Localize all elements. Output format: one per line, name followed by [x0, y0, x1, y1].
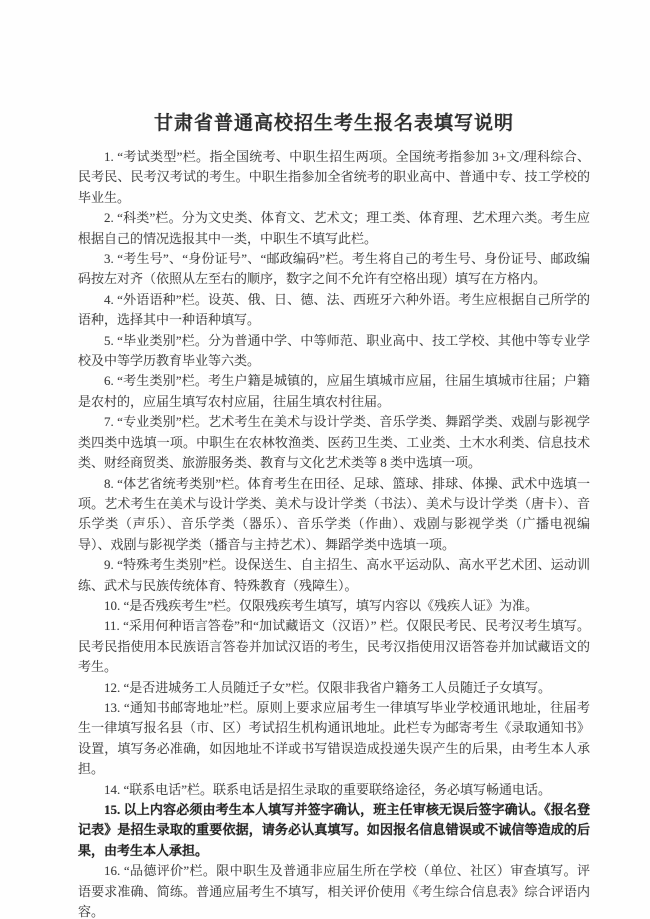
instruction-item-16: 16. “品德评价”栏。限中职生及普通非应届生所在学校（单位、社区）审查填写。评语要求准确、简练。普通应届考生不填写，相关评价使用《考生综合信息表》综合评语内容。 — [78, 863, 590, 919]
instruction-item-7: 7. “专业类别”栏。艺术考生在美术与设计学类、音乐学类、舞蹈学类、戏剧与影视学类四类中选填一项。中职生在农林牧渔类、医药卫生类、工业类、土木水利类、信息技术类、财经商贸类、旅游服务类、教育与文化艺术类等 8 类中选填一项。 — [78, 414, 590, 471]
instruction-item-1: 1. “考试类型”栏。指全国统考、中职生招生两项。全国统考指参加 3+文/理科综合、民考民、民考汉考试的考生。中职生指参加全省统考的职业高中、普通中专、技工学校的毕业生。 — [78, 149, 590, 205]
document-content — [78, 112, 590, 919]
instruction-item-8: 8. “体艺省统考类别”栏。体育考生在田径、足球、篮球、排球、体操、武术中选填一项。艺术考生在美术与设计学类、美术与设计学类（书法）、美术与设计学类（唐卡）、音乐学类（声乐）、音乐学类（器乐）、音乐学类（作曲）、戏剧与影视学类（广播电视编导）、戏剧与影视学类（播音与主持艺术）、舞蹈学类中选填一项。 — [78, 475, 590, 552]
instruction-item-15: 15. 以上内容必须由考生本人填写并签字确认，班主任审核无误后签字确认。《报名登记表》是招生录取的重要依据，请务必认真填写。如因报名信息错误或不诚信等造成的后果，由考生本人承担。 — [78, 802, 590, 858]
instruction-item-13: 13. “通知书邮寄地址”栏。原则上要求应届考生一律填写毕业学校通讯地址，往届考生一律填写报名县（市、区）考试招生机构通讯地址。此栏专为邮寄考生《录取通知书》设置，填写务必准确，如因地址不详或书写错误造成投递失误产生的后果，由考生本人承担。 — [78, 699, 590, 777]
instruction-item-12: 12. “是否进城务工人员随迁子女”栏。仅限非我省户籍务工人员随迁子女填写。 — [104, 679, 552, 695]
instruction-item-2: 2. “科类”栏。分为文史类、体育文、艺术文；理工类、体育理、艺术理六类。考生应根据自己的情况选报其中一类，中职生不填写此栏。 — [78, 210, 590, 246]
instruction-item-6: 6. “考生类别”栏。考生户籍是城镇的，应届生填城市应届，往届生填城市往届；户籍是农村的，应届生填写农村应届，往届生填农村往届。 — [78, 373, 590, 409]
instruction-item-14: 14. “联系电话”栏。联系电话是招生录取的重要联络途径，务必填写畅通电话。 — [104, 781, 552, 797]
instruction-item-5: 5. “毕业类别”栏。分为普通中学、中等师范、职业高中、技工学校、其他中等专业学校及中等学历教育毕业等六类。 — [78, 332, 590, 369]
instruction-item-11: 11. “采用何种语言答卷”和“加试藏语文（汉语）” 栏。仅限民考民、民考汉考生填写。民考民指使用本民族语言答卷并加试汉语的考生，民考汉指使用汉语答卷并加试藏语文的考生。 — [78, 618, 590, 675]
instruction-item-3: 3. “考生号”、“身份证号”、“邮政编码”栏。考生将自己的考生号、身份证号、邮政编码按左对齐（依照从左至右的顺序，数字之间不允许有空格出现）填写在方格内。 — [78, 251, 590, 287]
instruction-item-4: 4. “外语语种”栏。设英、俄、日、德、法、西班牙六种外语。考生应根据自己所学的语种，选择其中一种语种填写。 — [78, 291, 590, 328]
instruction-item-9: 9. “特殊考生类别”栏。设保送生、自主招生、高水平运动队、高水平艺术团、运动训练、武术与民族传统体育、特殊教育（残障生）。 — [78, 557, 590, 593]
instruction-item-10: 10. “是否残疾考生”栏。仅限残疾考生填写，填写内容以《残疾人证》为准。 — [104, 597, 539, 613]
document-title: 甘肃省普通高校招生考生报名表填写说明 — [153, 113, 514, 134]
